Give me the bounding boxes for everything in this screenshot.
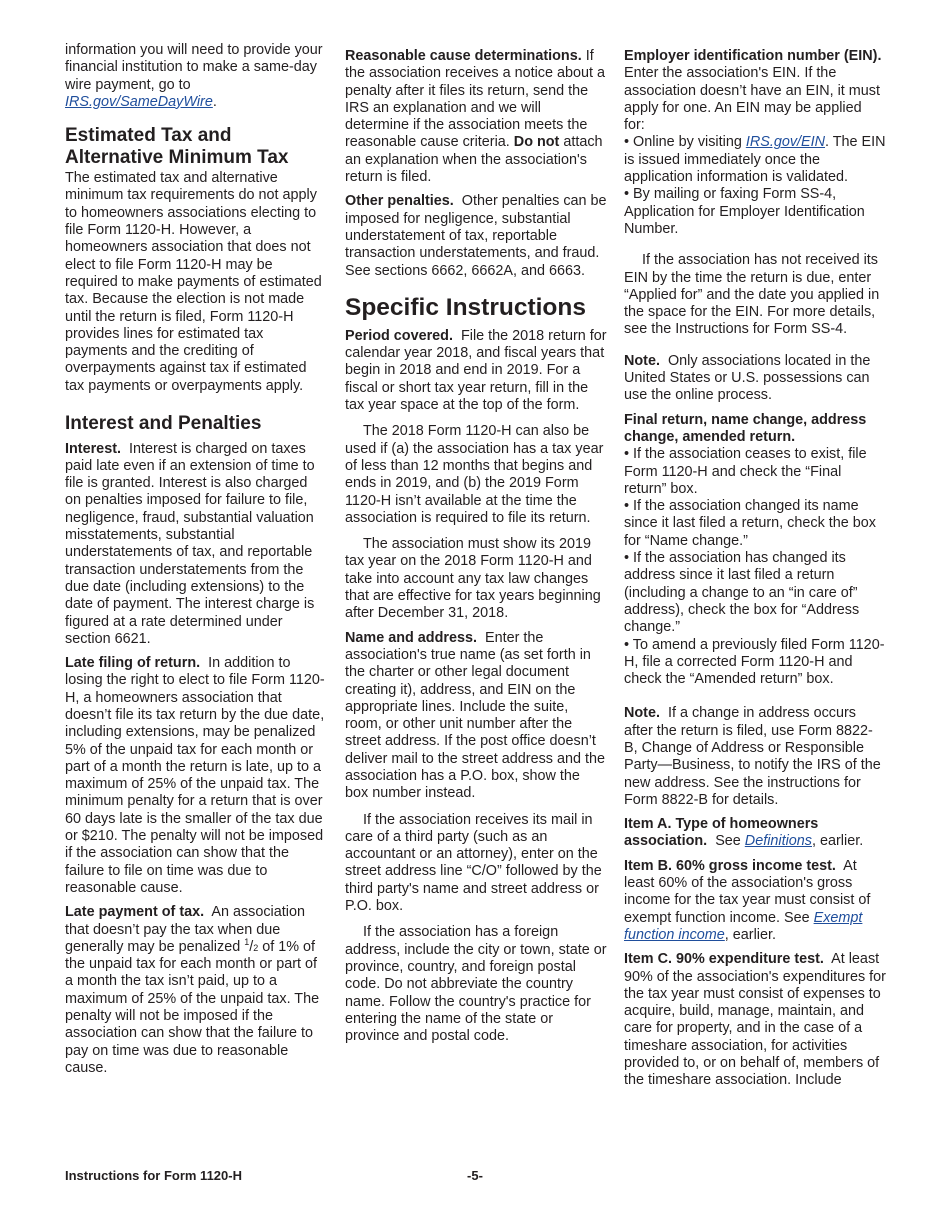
other-penalties-paragraph: Other penalties. Other penalties can be imposed for negligence, substantial understatement of tax, reportable transaction understatements, and fraud. See sections 6662, 6662A, and 6663.	[345, 193, 607, 279]
footer-form-title: Instructions for Form 1120-H	[65, 1168, 242, 1183]
late-payment-paragraph: Late payment of tax. An association that doesn’t pay the tax when due generally may be penalized $^1$/2 of 1% of the unpaid tax for each month or part of a month the tax isn’t paid, up to a maximum of 25% of the unpaid tax. The penalty will not be imposed if the association can show that the failure to pay on time was due to reasonable cause.	[65, 904, 320, 1076]
final-return-heading: Final return, name change, address change, amended return.	[624, 411, 867, 445]
estimated-tax-body: The estimated tax and alternative minimum tax requirements do not apply to homeowners associations electing to file Form 1120-H. However, a homeowners association that does not elect to file Form 1120-H may be required to make payments of estimated tax. Because the election is not made until the return is filed, Form 1120-H provides lines for estimated tax payments and the crediting of overpayments against tax if estimated tax payments or overpayments apply.	[65, 170, 322, 394]
column-1	[65, 42, 327, 1084]
name-address-paragraph-2: If the association receives its mail in care of a third party (such as an accountant or an attorney), enter on the street address line “C/O” followed by the third party's name and street address or P.O. box.	[345, 811, 602, 915]
irs-ein-link[interactable]: IRS.gov/EIN	[745, 134, 826, 151]
final-bullet-amend: • To amend a previously filed Form 1120-H, file a corrected Form 1120-H and check the “Amended return” box.	[624, 636, 885, 688]
note-online-paragraph: Note. Only associations located in the United States or U.S. possessions can use the online process.	[624, 352, 871, 404]
same-day-wire-link[interactable]: IRS.gov/SameDayWire	[65, 93, 213, 110]
ein-paragraph: Employer identification number (EIN). Enter the association's EIN. If the association doesn’t have an EIN, it must apply for one. An EIN may be applied for:	[624, 48, 882, 134]
estimated-tax-heading: Estimated Tax and Alternative Minimum Tax	[65, 125, 289, 168]
name-address-paragraph-3: If the association has a foreign address, include the city or town, state or province, country, and foreign postal code. Do not abbreviate the country name. Follow the country's practice for entering the name of the state or province and postal code.	[345, 924, 607, 1045]
interest-penalties-heading: Interest and Penalties	[65, 413, 262, 435]
name-address-paragraph: Name and address. Enter the association's true name (as set forth in the charter or other legal document creating it), address, and EIN on the appropriate lines. Include the suite, room, or other unit number after the street address. If the post office doesn’t deliver mail to the street address and the association has a P.O. box, show the box number instead.	[345, 629, 605, 802]
period-paragraph-2: The 2018 Form 1120-H can also be used if (a) the association has a tax year of less than 12 months that begins and ends in 2019, and (b) the 2019 Form 1120-H isn’t available at the time the association is required to file its return.	[345, 423, 604, 526]
page-number: -5-	[467, 1168, 483, 1183]
period-paragraph-3: The association must show its 2019 tax year on the 2018 Form 1120-H and take into account any tax law changes that are effective for tax years beginning after December 31, 2018.	[345, 536, 601, 622]
period-covered-paragraph: Period covered. File the 2018 return for calendar year 2018, and fiscal years that begin in 2018 and end in 2019. For a fiscal or short tax year return, fill in the tax year space at the top of the form.	[345, 327, 607, 414]
ein-bullet-mail: • By mailing or faxing Form SS-4, Application for Employer Identification Number.	[624, 186, 865, 237]
exempt-function-income-link[interactable]: Exempt function income	[624, 909, 863, 943]
definitions-link[interactable]: Definitions	[744, 833, 812, 850]
reasonable-cause-paragraph: Reasonable cause determinations. If the association receives a notice about a penalty after it files its return, send the IRS an explanation and we will determine if the association meets the reasonable cause criteria. Do not attach an explanation when the association's return is filed.	[345, 48, 605, 186]
final-bullet-address-change: • If the association has changed its address since it last filed a return (including a change to an “in care of” address), check the box for “Address change.”	[624, 550, 860, 636]
ein-bullet-online: • Online by visiting IRS.gov/EIN. The EIN is issued immediately once the application information is validated.	[624, 134, 886, 186]
note-address-paragraph: Note. If a change in address occurs after the return is filed, use Form 8822-B, Change of Address or Responsible Party—Business, to notify the IRS of the new address. See the instructions for Form 8822-B for details.	[624, 705, 881, 808]
item-c-paragraph: Item C. 90% expenditure test. At least 90% of the association's expenditures for the tax year must consist of expenses to acquire, build, manage, maintain, and care for property, and in the case of a timeshare association, for activities provided to, or on behalf of, members of the timeshare association. Include	[624, 951, 886, 1089]
late-filing-paragraph: Late filing of return. In addition to losing the right to elect to file Form 1120-H, a homeowners association that doesn’t file its tax return by the due date, including extensions, may be penalized 5% of the unpaid tax for each month or part of a month the return is late, up to a maximum of 25% of the unpaid tax. The minimum penalty for a return that is over 60 days late is the smaller of the tax due or $210. The penalty will not be imposed if the association can show that the failure to file on time was due to reasonable cause.	[65, 655, 325, 896]
wire-paragraph: information you will need to provide your financial institution to make a same-day wire payment, go to IRS.gov/SameDayWire.	[65, 42, 323, 110]
final-bullet-name-change: • If the association changed its name since it last filed a return, check the box for “Name change.”	[624, 498, 876, 549]
column-2	[345, 42, 607, 1052]
specific-instructions-heading: Specific Instructions	[345, 293, 586, 321]
item-b-paragraph: Item B. 60% gross income test. At least 60% of the association's gross income for the tax year must consist of exempt function income. See Exempt function income, earlier.	[624, 857, 871, 943]
column-3	[624, 42, 886, 1097]
item-a-paragraph: Item A. Type of homeowners association. See Definitions, earlier.	[624, 816, 864, 850]
ein-paragraph-2: If the association has not received its EIN by the time the return is due, enter “Applied for” and the date you applied in the space for the EIN. For more details, see the Instructions for Form SS-4.	[624, 252, 880, 338]
interest-paragraph: Interest. Interest is charged on taxes paid late even if an extension of time to file is granted. Interest is also charged on penalties imposed for failure to file, negligence, fraud, substantial valuation misstatements, substantial understatements of tax, and reportable transaction understatements from the due date (including extensions) to the date of payment. The interest charge is figured at a rate determined under section 6621.	[65, 440, 315, 647]
final-bullet-ceases: • If the association ceases to exist, file Form 1120-H and check the “Final return” box.	[624, 446, 867, 497]
